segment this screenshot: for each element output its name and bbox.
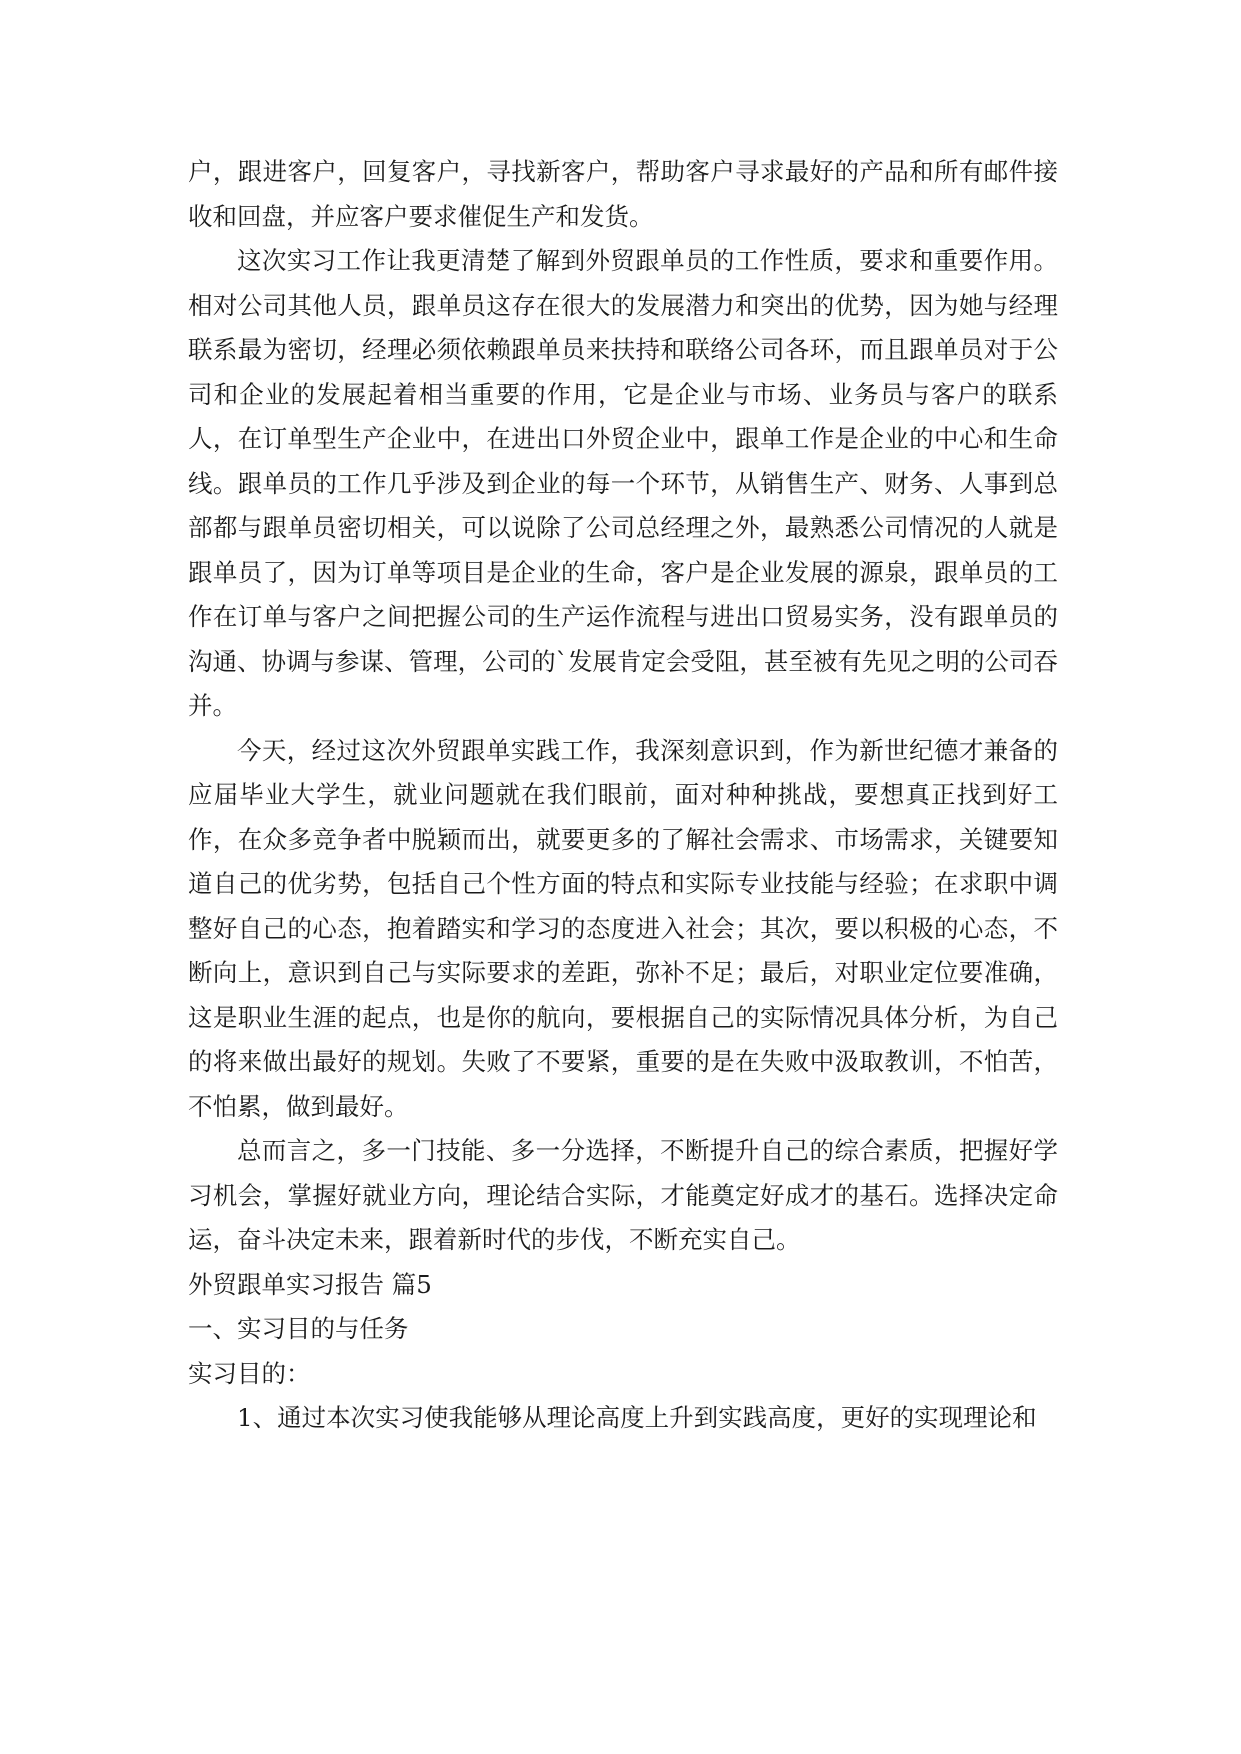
- section-title-report-5: 外贸跟单实习报告 篇5: [188, 1269, 432, 1299]
- subheading-purpose: 实习目的：: [188, 1358, 311, 1388]
- section-heading-purpose-task: 一、实习目的与任务: [188, 1314, 409, 1343]
- document-body: [188, 150, 1058, 1441]
- paragraph-internship-reflection: 这次实习工作让我更清楚了解到外贸跟单员的工作性质，要求和重要作用。相对公司其他人员，跟单员这存在很大的发展潜力和突出的优势，因为她与经理联系最为密切，经理必须依赖跟单员来扶持和联络公司各环，而且跟单员对于公司和企业的发展起着相当重要的作用，它是企业与市场、业务员与客户的联系人，在订单型生产企业中，在进出口外贸企业中，跟单工作是企业的中心和生命线。跟单员的工作几乎涉及到企业的每一个环节，从销售生产、财务、人事到总部都与跟单员密切相关，可以说除了公司总经理之外，最熟悉公司情况的人就是跟单员了，因为订单等项目是企业的生命，客户是企业发展的源泉，跟单员的工作在订单与客户之间把握公司的生产运作流程与进出口贸易实务，没有跟单员的沟通、协调与参谋、管理，公司的`发展肯定会受阻，甚至被有先见之明的公司吞并。: [188, 246, 1058, 720]
- list-item-purpose-1: 1、通过本次实习使我能够从理论高度上升到实践高度，更好的实现理论和: [237, 1403, 1037, 1432]
- paragraph-career-insight: 今天，经过这次外贸跟单实践工作，我深刻意识到，作为新世纪德才兼备的应届毕业大学生，就业问题就在我们眼前，面对种种挑战，要想真正找到好工作，在众多竞争者中脱颖而出，就要更多的了解社会需求、市场需求，关键要知道自己的优劣势，包括自己个性方面的特点和实际专业技能与经验；在求职中调整好自己的心态，抱着踏实和学习的态度进入社会；其次，要以积极的心态，不断向上，意识到自己与实际要求的差距，弥补不足；最后，对职业定位要准确，这是职业生涯的起点，也是你的航向，要根据自己的实际情况具体分析，为自己的将来做出最好的规划。失败了不要紧，重要的是在失败中汲取教训，不怕苦，不怕累，做到最好。: [188, 735, 1058, 1121]
- paragraph-continuation: 户，跟进客户，回复客户，寻找新客户，帮助客户寻求最好的产品和所有邮件接收和回盘，并应客户要求催促生产和发货。: [188, 157, 1058, 231]
- paragraph-conclusion: 总而言之，多一门技能、多一分选择，不断提升自己的综合素质，把握好学习机会，掌握好就业方向，理论结合实际，才能奠定好成才的基石。选择决定命运，奋斗决定未来，跟着新时代的步伐，不断充实自己。: [188, 1136, 1058, 1254]
